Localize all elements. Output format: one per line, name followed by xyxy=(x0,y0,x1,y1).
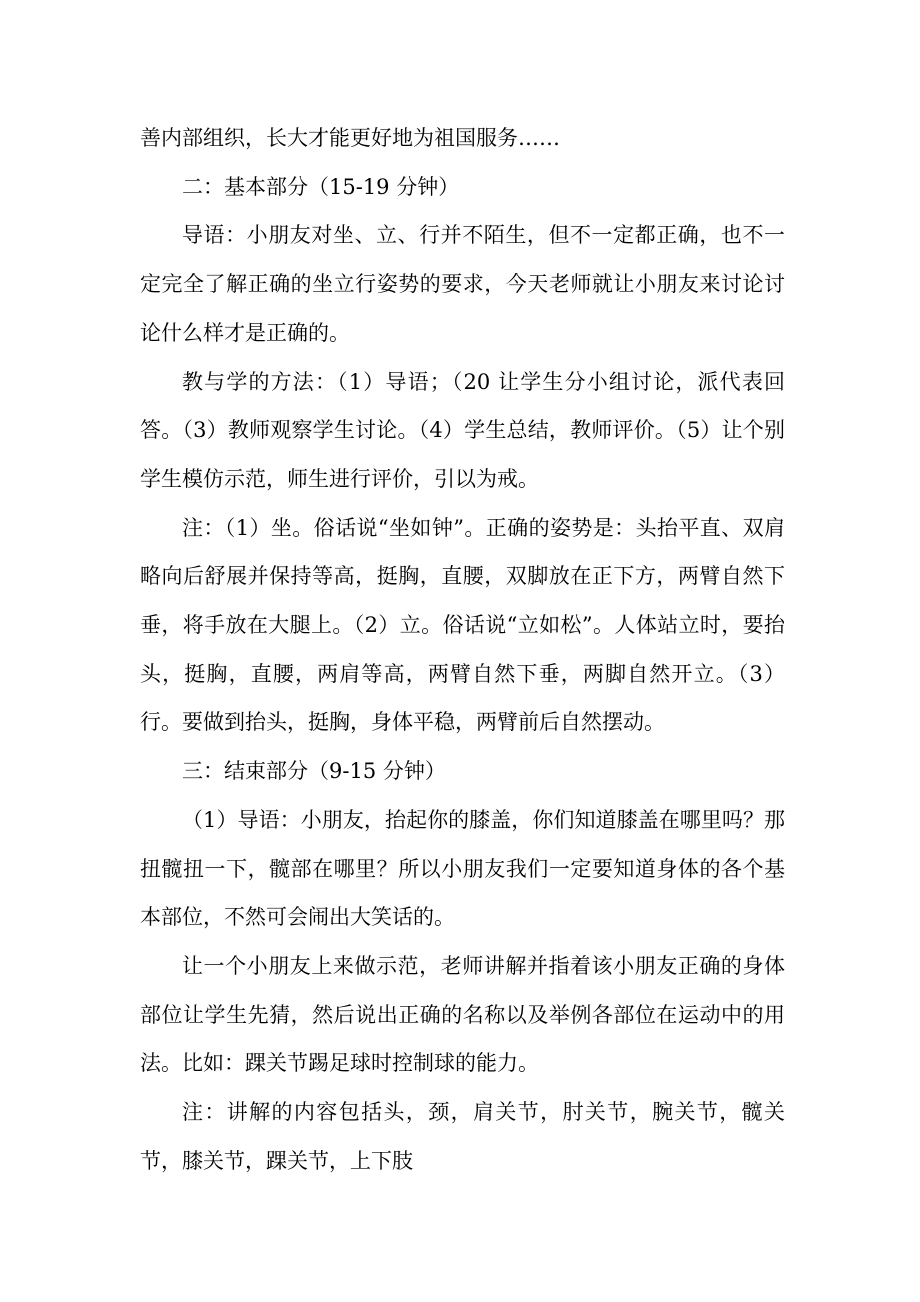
section-heading-basic-part: 二：基本部分（15-19 分钟） xyxy=(182,174,460,199)
paragraph-posture-notes: 注：（1）坐。俗话说“坐如钟”。正确的姿势是：头抬平直、双肩略向后舒展并保持等高，挺胸，直腰，双脚放在正下方，两臂自然下垂，将手放在大腿上。（2）立。俗话说“立如松”。人体站立时，要抬头，挺胸，直腰，两肩等高，两臂自然下垂，两脚自然开立。（3）行。要做到抬头，挺胸，身体平稳，两臂前后自然摆动。 xyxy=(140,515,785,735)
document-body xyxy=(140,114,785,1185)
paragraph-teaching-methods: 教与学的方法：（1）导语；（20 让学生分小组讨论，派代表回答。（3）教师观察学生讨论。（4）学生总结，教师评价。（5）让个别学生模仿示范，师生进行评价，引以为戒。 xyxy=(140,369,785,491)
paragraph-intro-guide: 导语：小朋友对坐、立、行并不陌生，但不一定都正确，也不一定完全了解正确的坐立行姿势的要求，今天老师就让小朋友来讨论讨论什么样才是正确的。 xyxy=(140,223,785,345)
paragraph-ending-guide: （1）导语：小朋友，抬起你的膝盖，你们知道膝盖在哪里吗？那扭髋扭一下，髋部在哪里？所以小朋友我们一定要知道身体的各个基本部位，不然可会闹出大笑话的。 xyxy=(140,807,785,930)
section-heading-ending-part: 三：结束部分（9-15 分钟） xyxy=(182,759,446,784)
paragraph-body-parts-note: 注：讲解的内容包括头，颈，肩关节，肘关节，腕关节，髋关节，膝关节，踝关节，上下肢 xyxy=(140,1100,785,1173)
paragraph-continuation: 善内部组织，长大才能更好地为祖国服务…… xyxy=(140,126,560,150)
paragraph-demonstration: 让一个小朋友上来做示范，老师讲解并指着该小朋友正确的身体部位让学生先猜，然后说出正确的名称以及举例各部位在运动中的用法。比如：踝关节踢足球时控制球的能力。 xyxy=(140,953,785,1076)
